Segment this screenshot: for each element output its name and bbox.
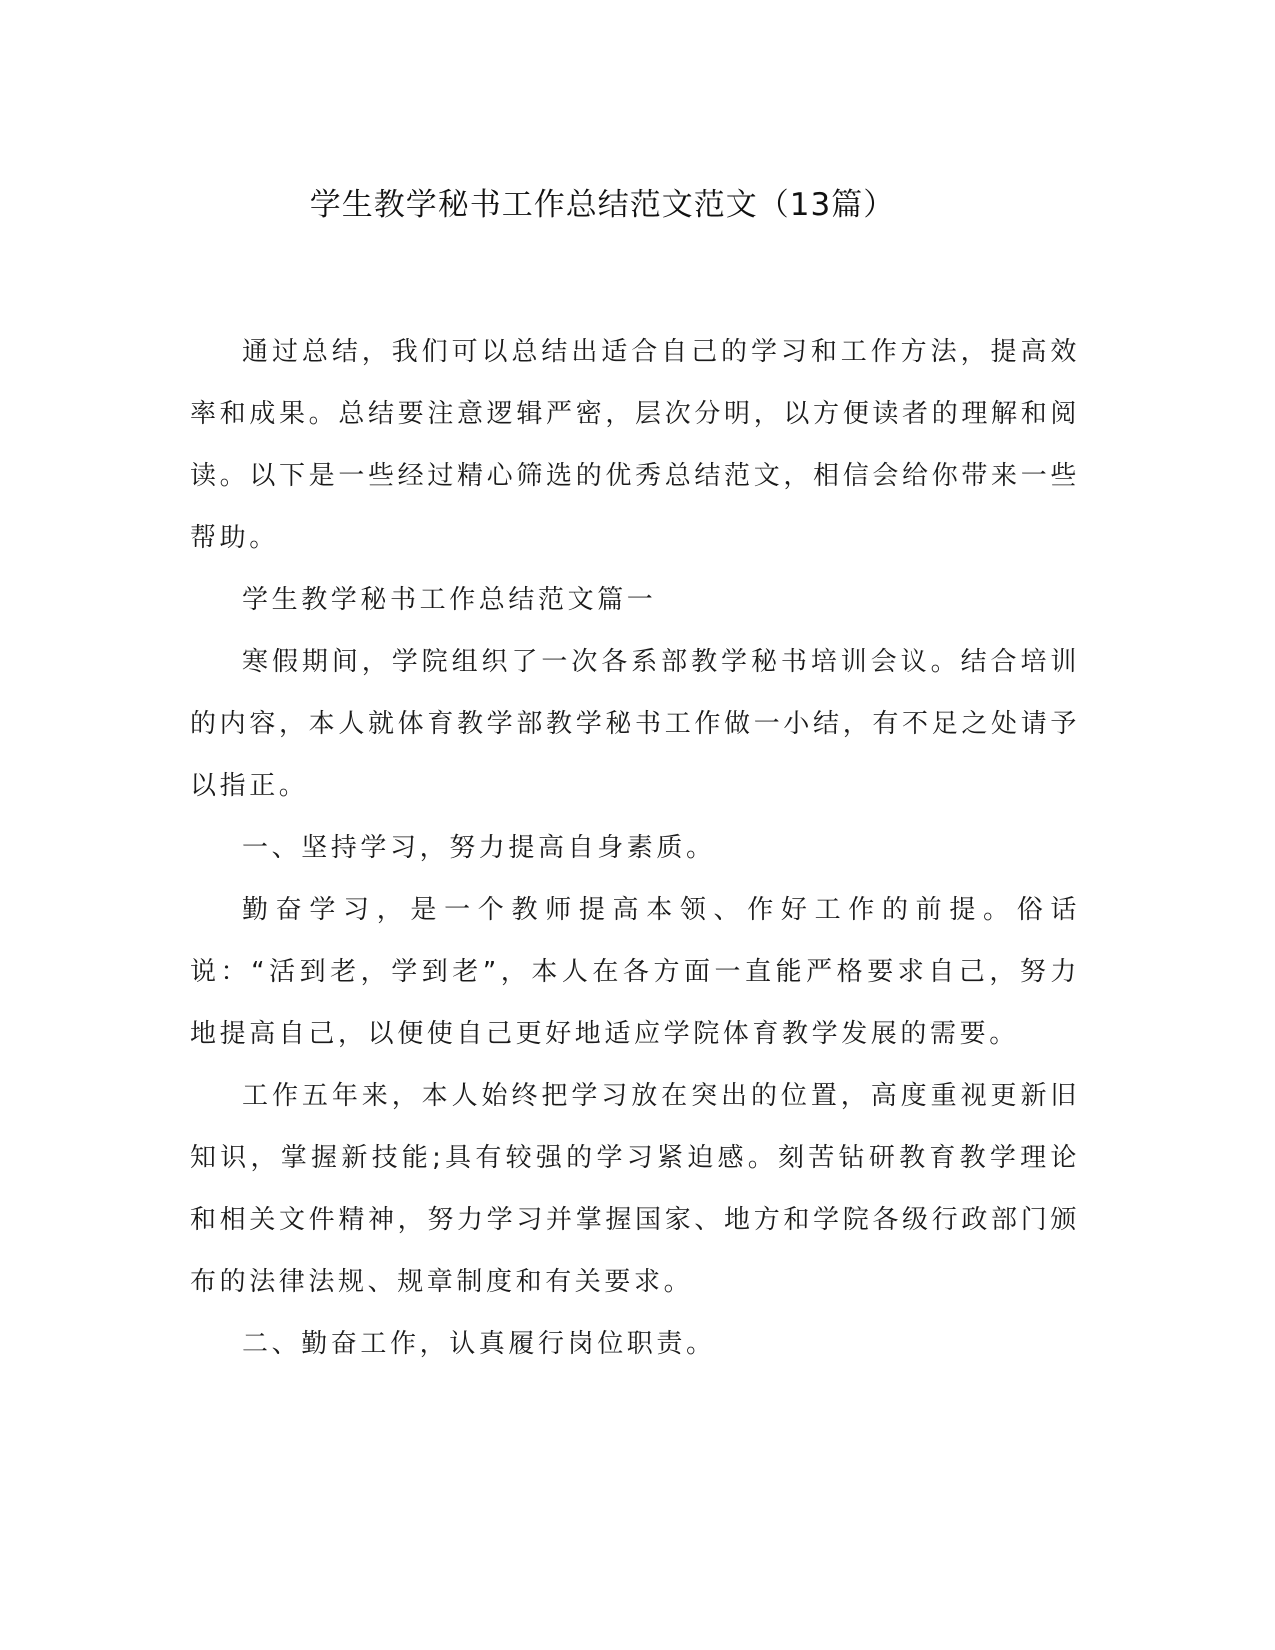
body-paragraph: 勤奋学习，是一个教师提高本领、作好工作的前提。俗话说：“活到老，学到老”，本人在各方面一直能严格要求自己，努力地提高自己，以便使自己更好地适应学院体育教学发展的需要。 [190,895,1080,1049]
intro-paragraph: 通过总结，我们可以总结出适合自己的学习和工作方法，提高效率和成果。总结要注意逻辑严密，层次分明，以方便读者的理解和阅读。以下是一些经过精心筛选的优秀总结范文，相信会给你带来一些帮助。 [190,337,1080,553]
body-paragraph: 工作五年来，本人始终把学习放在突出的位置，高度重视更新旧知识，掌握新技能;具有较强的学习紧迫感。刻苦钻研教育教学理论和相关文件精神，努力学习并掌握国家、地方和学院各级行政部门颁布的法律法规、规章制度和有关要求。 [190,1081,1080,1297]
document-title: 学生教学秘书工作总结范文范文（13篇） [309,187,896,223]
subheading-study: 一、坚持学习，努力提高自身素质。 [242,833,716,863]
section-heading-part-one: 学生教学秘书工作总结范文篇一 [242,585,657,615]
document-body [190,321,1080,1375]
body-paragraph: 寒假期间，学院组织了一次各系部教学秘书培训会议。结合培训的内容，本人就体育教学部教学秘书工作做一小结，有不足之处请予以指正。 [190,647,1080,801]
subheading-work: 二、勤奋工作，认真履行岗位职责。 [242,1329,716,1359]
